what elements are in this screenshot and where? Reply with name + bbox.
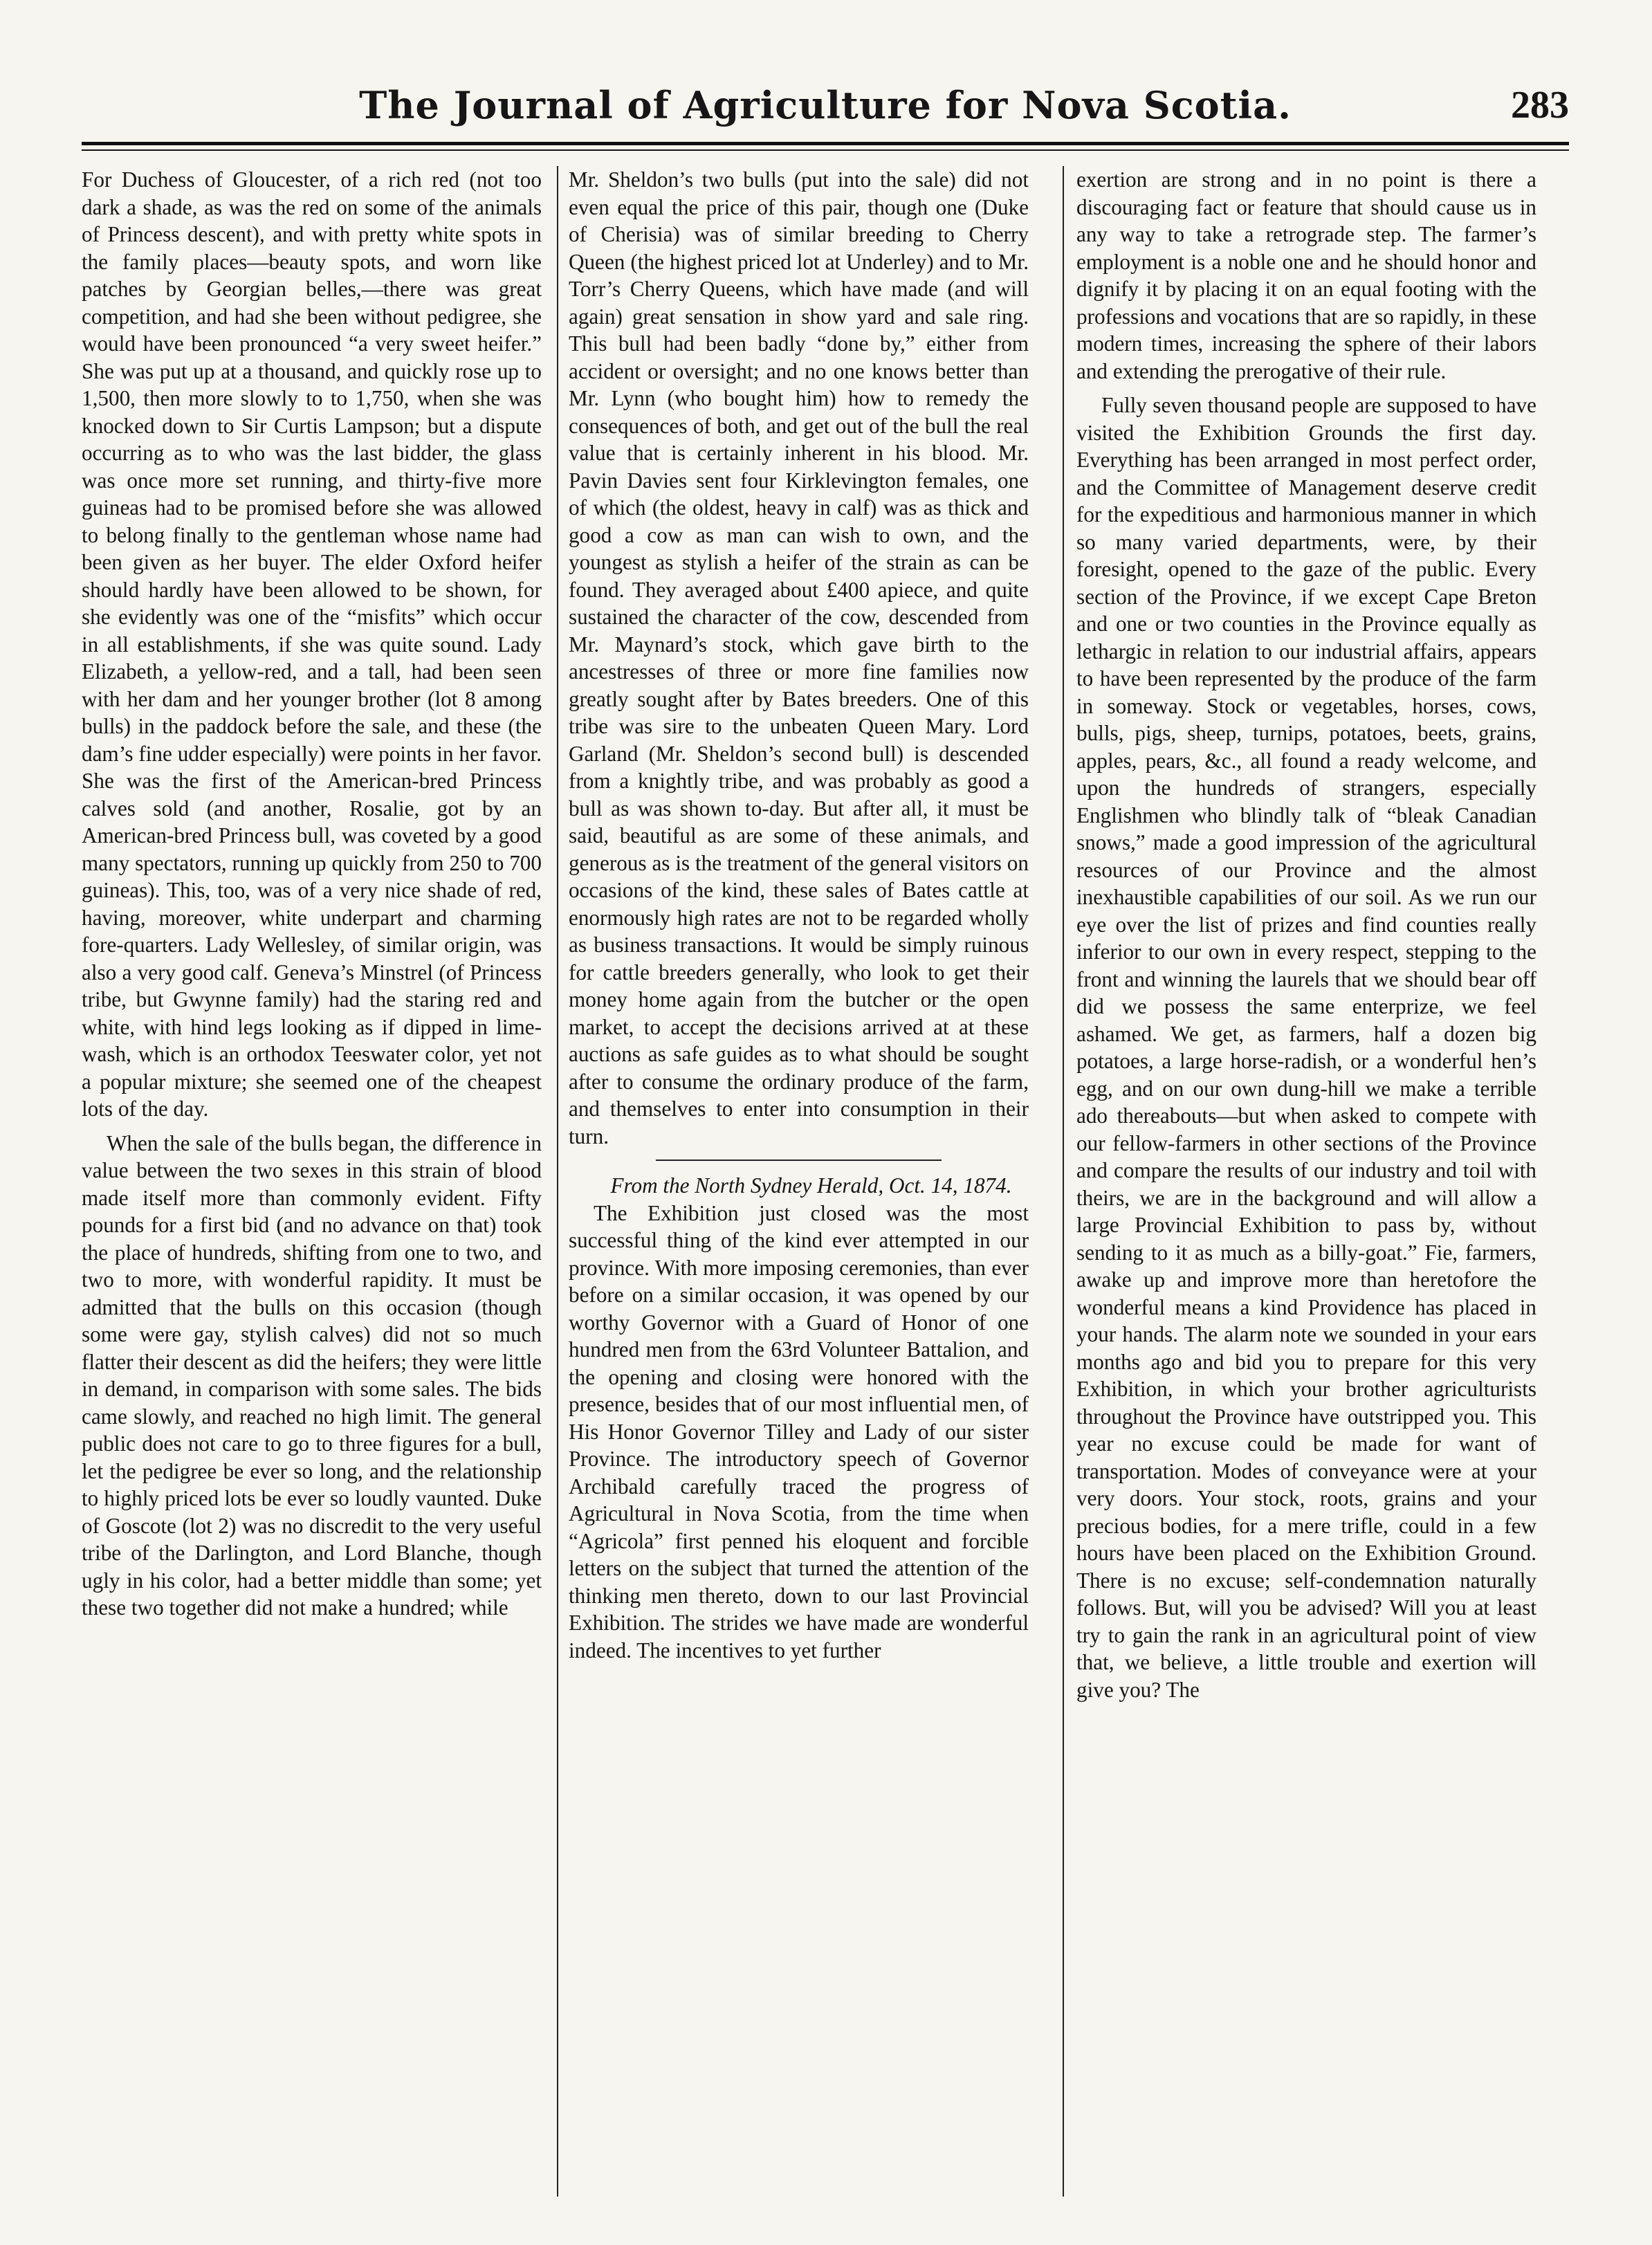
column-divider bbox=[557, 166, 558, 2197]
article-source: From the North Sydney Herald, Oct. 14, 1874. bbox=[610, 1173, 1012, 1198]
paragraph: exertion are strong and in no point is there a discouraging fact or feature that should cause us in any way to take a retrograde step. The farmer’s employment is a noble one and he should honor and dignify it by placing it on an equal footing with the professions and vocations that are so rapidly, in these modern times, increasing the sphere of their labors and extending the prerogative of their rule. bbox=[1076, 167, 1536, 383]
masthead bbox=[82, 83, 1569, 131]
paragraph: Fully seven thousand people are supposed to have visited the Exhibition Grounds the first day. Everything has been arranged in most perfect order, and the Committee of Management deserve credit for the expeditious and harmonious manner in which so many varied departments, were, by their foresight, opened to the gaze of the public. Every section of the Province, if we except Cape Breton and one or two counties in the Province equally as lethargic in relation to our industrial affairs, appears to have been represented by the produce of the farm in someway. Stock or vegetables, horses, cows, bulls, pigs, sheep, turnips, potatoes, beets, grains, apples, pears, &c., all found a ready welcome, and upon the hundreds of strangers, especially Englishmen who blindly talk of “bleak Canadian snows,” made a good impression of the agricultural resources of our Province and the almost inexhaustible capabilities of our soil. As we run our eye over the list of prizes and find counties really inferior to our own in every respect, stepping to the front and winning the laurels that we should bear off did we possess the same enterprize, we feel ashamed. We get, as farmers, half a dozen big potatoes, a large horse-radish, or a wonderful hen’s egg, and on our own dung-hill we make a terrible ado thereabouts—but when asked to compete with our fellow-farmers in other sections of the Province and compare the results of our industry and toil with theirs, we are in the background and will allow a large Provincial Exhibition to pass by, without sending to it as much as a billy-goat.” Fie, farmers, awake up and improve more than heretofore the wonderful means a kind Providence has placed in your hands. The alarm note we sounded in your ears months ago and bid you to prepare for this very Exhibition, in which your brother agriculturists throughout the Province have outstripped you. This year no excuse could be made for want of transportation. Modes of conveyance were at your very doors. Your stock, roots, grains and your precious bodies, for a mere trifle, could in a few hours have been placed on the Exhibition Ground. There is no excuse; self-condemnation naturally follows. But, will you be advised? Will you at least try to gain the rank in an agricultural point of view that, we believe, a little trouble and exertion will give you? The bbox=[1076, 393, 1536, 1702]
section-divider bbox=[656, 1160, 941, 1161]
paragraph: The Exhibition just closed was the most successful thing of the kind ever attempted in our province. With more imposing ceremonies, than ever before on a similar occasion, it was opened by our worthy Governor with a Guard of Honor of one hundred men from the 63rd Volunteer Battalion, and the opening and closing were honored with the presence, besides that of our most influential men, of His Honor Governor Tilley and Lady of our sister Province. The introductory speech of Governor Archibald carefully traced the progress of Agricultural in Nova Scotia, from the time when “Agricola” first penned his eloquent and forcible letters on the subject that turned the attention of the thinking men thereto, down to our last Provincial Exhibition. The strides we have made are wonderful indeed. The incentives to yet further bbox=[569, 1200, 1029, 1662]
header-rule-thin bbox=[82, 149, 1569, 151]
paragraph: When the sale of the bulls began, the difference in value between the two sexes in this strain of blood made itself more than commonly evident. Fifty pounds for a first bid (and no advance on that) took the place of hundreds, shifting from one to two, and two to more, with wonderful rapidity. It must be admitted that the bulls on this occasion (though some were gay, stylish calves) did not so much flatter their descent as did the heifers; they were little in demand, in comparison with some sales. The bids came slowly, and reached no high limit. The general public does not care to go to three figures for a bull, let the pedigree be ever so long, and the relationship to highly priced lots be ever so loudly vaunted. Duke of Goscote (lot 2) was no discredit to the very useful tribe of the Darlington, and Lord Blanche, though ugly in his color, had a better middle than some; yet these two together did not make a hundred; while bbox=[82, 1130, 542, 1620]
paragraph: Mr. Sheldon’s two bulls (put into the sale) did not even equal the price of this pair, though one (Duke of Cherisia) was of similar breeding to Cherry Queen (the highest priced lot at Underley) and to Mr. Torr’s Cherry Queens, which have made (and will again) great sensation in show yard and sale ring. This bull had been badly “done by,” either from accident or oversight; and no one knows better than Mr. Lynn (who bought him) how to remedy the consequences of both, and get out of the bull the real value that is certainly inherent in his blood. Mr. Pavin Davies sent four Kirklevington females, one of which (the oldest, heavy in calf) was as thick and good a cow as man can wish to own, and the youngest as stylish a heifer of the strain as can be found. They averaged about £400 apiece, and quite sustained the character of the cow, descended from Mr. Maynard’s stock, which gave birth to the ancestresses of three or more fine families now greatly sought after by Bates breeders. One of this tribe was sire to the unbeaten Queen Mary. Lord Garland (Mr. Sheldon’s second bull) is descended from a knightly tribe, and was probably as good a bull as was shown to-day. But after all, it must be said, beautiful as are some of these animals, and generous as is the treatment of the general visitors on occasions of the kind, these sales of Bates cattle at enormously high rates are not to be regarded wholly as business transactions. It would be simply ruinous for cattle breeders generally, who look to get their money home again from the butcher or the open market, to accept the decisions arrived at at these auctions as safe guides as to what should be sought after to consume the ordinary produce of the farm, and themselves to enter into consumption in their turn. bbox=[569, 167, 1029, 1148]
header-rule-thick bbox=[82, 142, 1569, 145]
column-left bbox=[82, 166, 542, 2197]
journal-title: The Journal of Agriculture for Nova Scotia. bbox=[359, 83, 1292, 127]
page-number: 283 bbox=[1511, 84, 1569, 127]
column-middle bbox=[569, 166, 1029, 2197]
column-right bbox=[1076, 166, 1536, 2197]
column-divider bbox=[1063, 166, 1064, 2197]
paragraph: For Duchess of Gloucester, of a rich red (not too dark a shade, as was the red on some of the animals of Princess descent), and with pretty white spots in the family places—beauty spots, and worn like patches by Georgian belles,—there was great competition, and had she been without pedigree, she would have been pronounced “a very sweet heifer.” She was put up at a thousand, and quickly rose up to 1,500, then more slowly to to 1,750, when she was knocked down to Sir Curtis Lampson; but a dispute occurring as to who was the last bidder, the glass was once more set running, and thirty-five more guineas had to be promised before she was allowed to belong finally to the gentleman whose name had been given as her buyer. The elder Oxford heifer should hardly have been allowed to be shown, for she evidently was one of the “misfits” which occur in all establishments, if she was quite sound. Lady Elizabeth, a yellow-red, and a tall, had been seen with her dam and her younger brother (lot 8 among bulls) in the paddock before the sale, and these (the dam’s fine udder especially) were points in her favor. She was the first of the American-bred Princess calves sold (and another, Rosalie, got by an American-bred Princess bull, was coveted by a good many spectators, running up quickly from 250 to 700 guineas). This, too, was of a very nice shade of red, having, moreover, white underpart and charming fore-quarters. Lady Wellesley, of similar origin, was also a very good calf. Geneva’s Minstrel (of Princess tribe, but Gwynne family) had the staring red and white, with hind legs looking as if dipped in lime-wash, which is an orthodox Teeswater color, yet not a popular mixture; she seemed one of the cheapest lots of the day. bbox=[82, 167, 542, 1121]
